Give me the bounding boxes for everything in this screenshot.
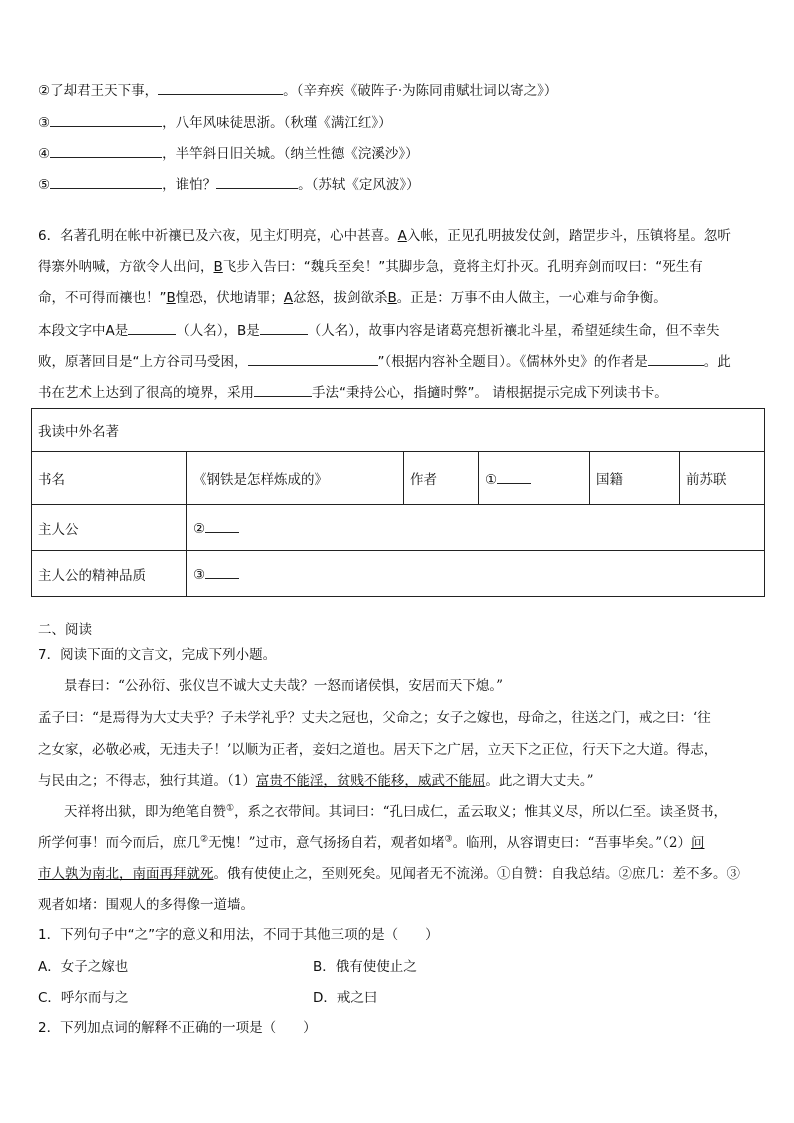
hero-value: ② bbox=[193, 521, 206, 537]
nation-value: 前苏联 bbox=[680, 452, 765, 505]
q6-text: 败，原著回目是“上方谷司马受困， bbox=[38, 354, 248, 370]
poem-4-pre: ④ bbox=[38, 146, 51, 162]
q6-text: （人名），故事内容是诸葛亮想祈禳北斗星，希望延续生命，但不幸失 bbox=[307, 323, 720, 339]
hero-label: 主人公 bbox=[32, 505, 187, 551]
passage-underlined: 问 bbox=[690, 835, 705, 851]
poem-2-post: 。（辛弃疾《破阵子·为陈同甫赋壮词以寄之》） bbox=[283, 83, 558, 99]
book-value: 《钢铁是怎样炼成的》 bbox=[187, 452, 404, 505]
passage-line: 孟子曰：“是焉得为大丈夫乎？子未学礼乎？丈夫之冠也，父命之；女子之嫁也，母命之，往送之门，戒之曰：‘往 bbox=[38, 710, 711, 726]
passage-underlined: 富贵不能淫，贫贱不能移，威武不能屈 bbox=[255, 773, 486, 789]
answer-blank[interactable] bbox=[216, 174, 298, 189]
poem-line-4 bbox=[38, 143, 419, 164]
reading-card-table bbox=[31, 408, 765, 597]
book-label: 书名 bbox=[32, 452, 187, 505]
q6-marker-b: B bbox=[213, 259, 223, 275]
spirit-cell bbox=[187, 551, 765, 597]
q6-text: 得寨外呐喊，方欲令人出问， bbox=[38, 259, 214, 275]
q6-text: 书在艺术上达到了很高的境界，采用 bbox=[38, 385, 254, 401]
answer-blank[interactable] bbox=[128, 320, 176, 335]
nation-label: 国籍 bbox=[590, 452, 680, 505]
q6-text: 命，不可得而禳也！” bbox=[38, 290, 167, 306]
passage-line bbox=[38, 833, 704, 853]
q6-text: 飞步入告曰：“魏兵至矣！”其脚步急，竟将主灯扑灭。孔明弃剑而叹曰：“死生有 bbox=[222, 259, 703, 275]
q7-title: 7．阅读下面的文言文，完成下列小题。 bbox=[38, 647, 277, 663]
poem-4-post: ，半竿斜日旧关城。（纳兰性德《浣溪沙》） bbox=[162, 146, 419, 162]
card-title: 我读中外名著 bbox=[32, 409, 765, 452]
q6-text: 忿怒，拔剑欲杀 bbox=[293, 290, 388, 306]
q6-line-5 bbox=[38, 351, 731, 372]
poem-5-mid: ，谁怕？ bbox=[162, 177, 217, 193]
q6-text: （人名），B是 bbox=[176, 323, 260, 339]
answer-blank[interactable] bbox=[50, 143, 162, 158]
q6-text: 入帐，正见孔明披发仗剑，踏罡步斗，压镇将星。忽听 bbox=[406, 228, 731, 244]
q6-marker-b: B bbox=[387, 290, 397, 306]
passage-line bbox=[38, 864, 740, 884]
poem-3-pre: ③ bbox=[38, 115, 51, 131]
spirit-value: ③ bbox=[193, 567, 206, 583]
passage-line bbox=[64, 802, 727, 822]
sub-question-1: 1．下列句子中“之”字的意义和用法，不同于其他三项的是（ ） bbox=[38, 927, 439, 943]
poem-2-pre: ②了却君王天下事， bbox=[38, 83, 159, 99]
q6-marker-a: A bbox=[397, 228, 407, 244]
q6-line-4 bbox=[38, 320, 720, 341]
section-heading: 二、阅读 bbox=[38, 622, 92, 638]
poem-5-pre: ⑤ bbox=[38, 177, 51, 193]
poem-3-post: ，八年风味徒思浙。（秋瑾《满江红》） bbox=[162, 115, 392, 131]
sub-question-2: 2．下列加点词的解释不正确的一项是（ ） bbox=[38, 1020, 317, 1036]
passage-line: 之女家，必敬必戒，无违夫子！’以顺为正者，妾妇之道也。居天下之广居，立天下之正位，行天下之大道。得志， bbox=[38, 742, 718, 758]
q6-text: 。正是：万事不由人做主，一心难与命争衡。 bbox=[396, 290, 667, 306]
passage-line bbox=[38, 771, 594, 791]
passage-para-1: 景春曰：“公孙衍、张仪岂不诚大丈夫哉？一怒而诸侯惧，安居而天下熄。” bbox=[64, 678, 504, 694]
author-value: ① bbox=[485, 471, 498, 488]
answer-blank[interactable] bbox=[50, 174, 162, 189]
q6-text: 惶恐，伏地请罪； bbox=[175, 290, 284, 306]
hero-cell bbox=[187, 505, 765, 551]
passage-text: 天祥将出狱，即为绝笔自赞 bbox=[64, 804, 226, 820]
author-label: 作者 bbox=[404, 452, 479, 505]
spirit-label: 主人公的精神品质 bbox=[32, 551, 187, 597]
passage-line: 观者如堵：围观人的多得像一道墙。 bbox=[38, 897, 254, 913]
passage-text: ，系之衣带间。其词曰：“孔曰成仁，孟云取义；惟其义尽，所以仁至。读圣贤书， bbox=[234, 804, 727, 820]
option-c[interactable]: C．呼尔而与之 bbox=[38, 990, 129, 1006]
poem-line-3 bbox=[38, 112, 392, 133]
answer-blank[interactable] bbox=[248, 351, 378, 366]
q6-text: 本段文字中A是 bbox=[38, 323, 129, 339]
footnote-mark: ② bbox=[200, 834, 209, 845]
passage-underlined: 市人孰为南北，南面再拜就死 bbox=[38, 866, 214, 882]
answer-blank[interactable] bbox=[254, 382, 312, 397]
passage-text: 无愧！”过市，意气扬扬自若，观者如堵 bbox=[208, 835, 445, 851]
option-a[interactable]: A．女子之嫁也 bbox=[38, 959, 129, 975]
passage-text: 所学何事！而今而后，庶几 bbox=[38, 835, 200, 851]
q6-text: ”（根据内容补全题目）。《儒林外史》的作者是 bbox=[377, 354, 648, 370]
passage-text: 与民由之；不得志，独行其道。（1） bbox=[38, 773, 256, 789]
answer-blank[interactable] bbox=[50, 112, 162, 127]
q6-text: 。此 bbox=[703, 354, 731, 370]
q6-line-1 bbox=[38, 226, 731, 246]
answer-blank[interactable] bbox=[205, 564, 239, 579]
answer-blank[interactable] bbox=[497, 469, 531, 484]
poem-5-post: 。（苏轼《定风波》） bbox=[298, 177, 420, 193]
footnote-mark: ③ bbox=[444, 834, 453, 845]
q6-line-2 bbox=[38, 257, 703, 277]
poem-line-2 bbox=[38, 80, 557, 101]
answer-blank[interactable] bbox=[158, 80, 283, 95]
author-cell bbox=[479, 452, 590, 505]
q6-line-6 bbox=[38, 382, 668, 403]
footnote-mark: ① bbox=[226, 803, 235, 814]
q6-text: 手法“秉持公心，指擿时弊”。 请根据提示完成下列读书卡。 bbox=[312, 385, 668, 401]
passage-text: 。此之谓大丈夫。” bbox=[485, 773, 594, 789]
q6-text: 6．名著孔明在帐中祈禳已及六夜，见主灯明亮，心中甚喜。 bbox=[38, 228, 398, 244]
q6-line-3 bbox=[38, 288, 667, 308]
option-b[interactable]: B．俄有使使止之 bbox=[313, 959, 417, 975]
answer-blank[interactable] bbox=[205, 518, 239, 533]
q6-marker-a: A bbox=[283, 290, 294, 306]
passage-text: 。俄有使使止之，至则死矣。见闻者无不流涕。①自赞：自我总结。②庶几：差不多。③ bbox=[213, 866, 740, 882]
answer-blank[interactable] bbox=[260, 320, 308, 335]
answer-blank[interactable] bbox=[648, 351, 704, 366]
passage-text: 。临刑，从容谓吏曰：“吾事毕矣。”（2） bbox=[452, 835, 691, 851]
q6-marker-b: B bbox=[166, 290, 176, 306]
poem-line-5 bbox=[38, 174, 420, 195]
option-d[interactable]: D．戒之曰 bbox=[313, 990, 378, 1006]
